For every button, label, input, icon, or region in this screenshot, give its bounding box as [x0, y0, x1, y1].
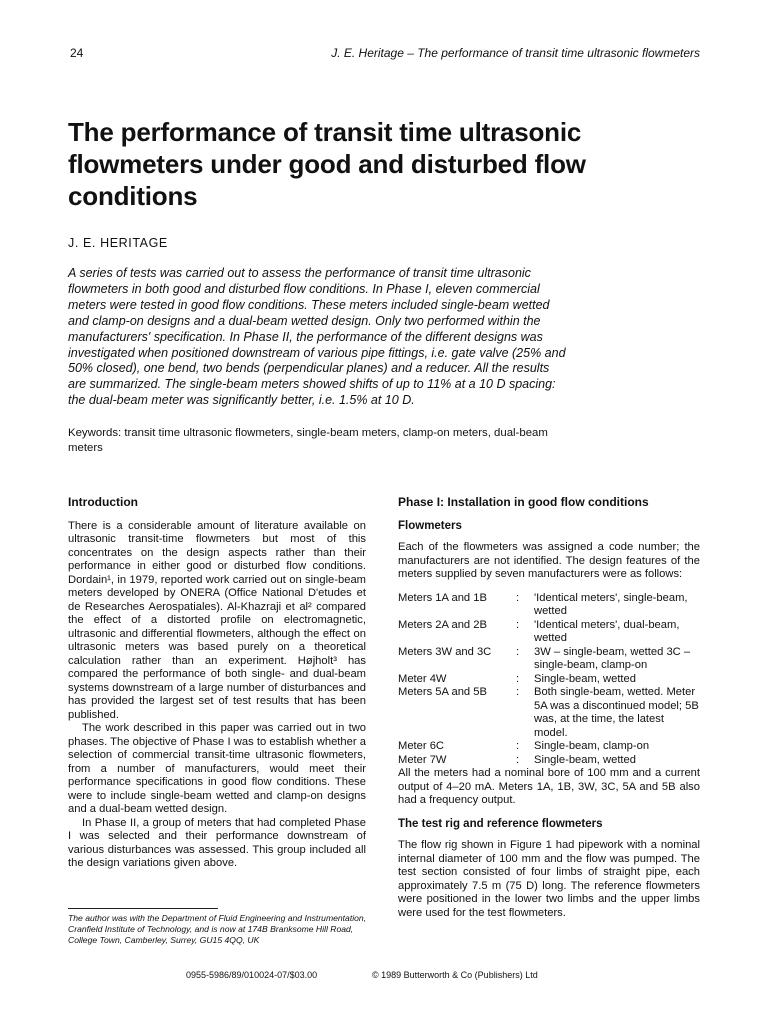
meter-name: Meter 6C — [398, 740, 445, 752]
meter-colon: : — [516, 618, 520, 631]
meter-colon: : — [516, 740, 520, 752]
meter-description: 'Identical meters', dual-beam, wetted — [534, 618, 680, 644]
footnote-rule — [68, 908, 218, 909]
meter-colon: : — [516, 672, 520, 685]
running-head: J. E. Heritage – The performance of transit time ultrasonic flowmeters — [331, 46, 700, 60]
meter-name: Meter 7W — [398, 753, 447, 766]
meter-row — [398, 592, 700, 619]
introduction-paragraph-2: The work described in this paper was carried out in two phases. The objective of Phase I was to establish whether a selection of commercial transit-time ultrasonic flowmeters, from a number of manufacturers, would meet their performance specifications in good flow conditions. These were to include single-beam wetted and clamp-on designs and a dual-beam wetted design. — [68, 722, 366, 815]
introduction-heading: Introduction — [68, 495, 138, 509]
meter-colon: : — [516, 591, 520, 604]
author-name: J. E. HERITAGE — [68, 236, 168, 250]
meter-description: Single-beam, wetted — [534, 672, 636, 685]
meter-colon: : — [516, 753, 520, 766]
page-number: 24 — [70, 46, 84, 60]
phase1-heading: Phase I: Installation in good flow conditions — [398, 495, 649, 509]
meter-row — [398, 754, 700, 768]
issn-code: 0955-5986/89/010024-07/$03.00 — [186, 970, 318, 980]
meters-summary: All the meters had a nominal bore of 100 mm and a current output of 4–20 mA. Meters 1A, 1B, 3W, 3C, 5A and 5B also had a frequency output. — [398, 767, 700, 806]
meter-colon: : — [516, 686, 520, 698]
article-title: The performance of transit time ultrasonic flowmeters under good and disturbed flow conditions — [68, 117, 586, 211]
meter-description: Single-beam, wetted — [534, 753, 636, 766]
meter-colon: : — [516, 645, 520, 658]
meter-row — [398, 646, 700, 673]
meter-name: Meter 4W — [398, 672, 447, 685]
meter-row — [398, 740, 700, 754]
meter-row — [398, 673, 700, 687]
author-affiliation-footnote: The author was with the Department of Fluid Engineering and Instrumentation, Cranfield Institute of Technology, and is now at 174B Branksome Hill Road, College Town, Camberley, Surrey, GU15 4QQ, UK — [68, 913, 367, 945]
flowmeters-subheading: Flowmeters — [398, 519, 462, 532]
meter-description: 'Identical meters', single-beam, wetted — [534, 591, 688, 617]
meter-name: Meters 5A and 5B — [398, 686, 487, 698]
copyright-notice: © 1989 Butterworth & Co (Publishers) Ltd — [372, 970, 538, 980]
right-column — [398, 496, 700, 920]
meter-name: Meters 3W and 3C — [398, 645, 492, 658]
keywords: Keywords: transit time ultrasonic flowmeters, single-beam meters, clamp-on meters, dual-beam meters — [68, 427, 548, 454]
introduction-paragraph-1: There is a considerable amount of literature available on ultrasonic transit-time flowmeters but most of this concentrates on the design aspects rather than their performance in either good or disturbed flow conditions. Dordain¹, in 1979, reported work carried out on single-beam meters developed by ONERA (Office National D'etudes et de Researches Aerospatiales). Al-Khazraji et al² compared the effect of a distorted profile on electromagnetic, ultrasonic and differential flowmeters, although the effect on ultrasonic meters was based purely on a theoretical calculation rather than an experiment. Højholt³ has compared the performance of both single- and dual-beam systems downstream of a large number of disturbances and has provided the largest set of test results that has been published. — [68, 519, 366, 721]
abstract: A series of tests was carried out to assess the performance of transit time ultrasonic flowmeters in both good and disturbed flow conditions. In Phase I, eleven commercial meters were tested in good flow conditions. These meters included single-beam wetted and clamp-on designs and a dual-beam wetted design. Only two performed within the manufacturers' specification. In Phase II, the performance of the different designs was investigated when positioned downstream of various pipe fittings, i.e. gate valve (25% and 50% closed), one bend, two bends (perpendicular planes) and a reducer. All the results are summarized. The single-beam meters showed shifts of up to 11% at a 10 D spacing: the dual-beam meter was significantly better, i.e. 1.5% at 10 D. — [68, 266, 566, 408]
flowmeters-intro: Each of the flowmeters was assigned a code number; the manufacturers are not identified. The design features of the meters supplied by seven manufacturers were as follows: — [398, 541, 700, 580]
introduction-paragraph-3: In Phase II, a group of meters that had completed Phase I was selected and their performance downstream of various disturbances was assessed. This group included all the design variations given above. — [68, 816, 366, 869]
meter-name: Meters 2A and 2B — [398, 618, 487, 631]
meter-description: 3W – single-beam, wetted 3C – single-beam, clamp-on — [534, 645, 691, 671]
left-column — [68, 496, 366, 871]
meter-list — [398, 592, 700, 768]
meter-name: Meters 1A and 1B — [398, 591, 487, 604]
meter-description: Single-beam, clamp-on — [534, 740, 650, 752]
meter-description: Both single-beam, wetted. Meter 5A was a discontinued model; 5B was, at the time, the latest model. — [534, 686, 699, 739]
meter-row — [398, 686, 700, 740]
test-rig-text: The flow rig shown in Figure 1 had pipework with a nominal internal diameter of 100 mm and the flow was pumped. The test section consisted of four limbs of straight pipe, each approximately 7.5 m (75 D) long. The reference flowmeters were positioned in the lower two limbs and the upper limbs were used for the test flowmeters. — [398, 839, 700, 919]
test-rig-subheading: The test rig and reference flowmeters — [398, 817, 603, 830]
meter-row — [398, 619, 700, 646]
